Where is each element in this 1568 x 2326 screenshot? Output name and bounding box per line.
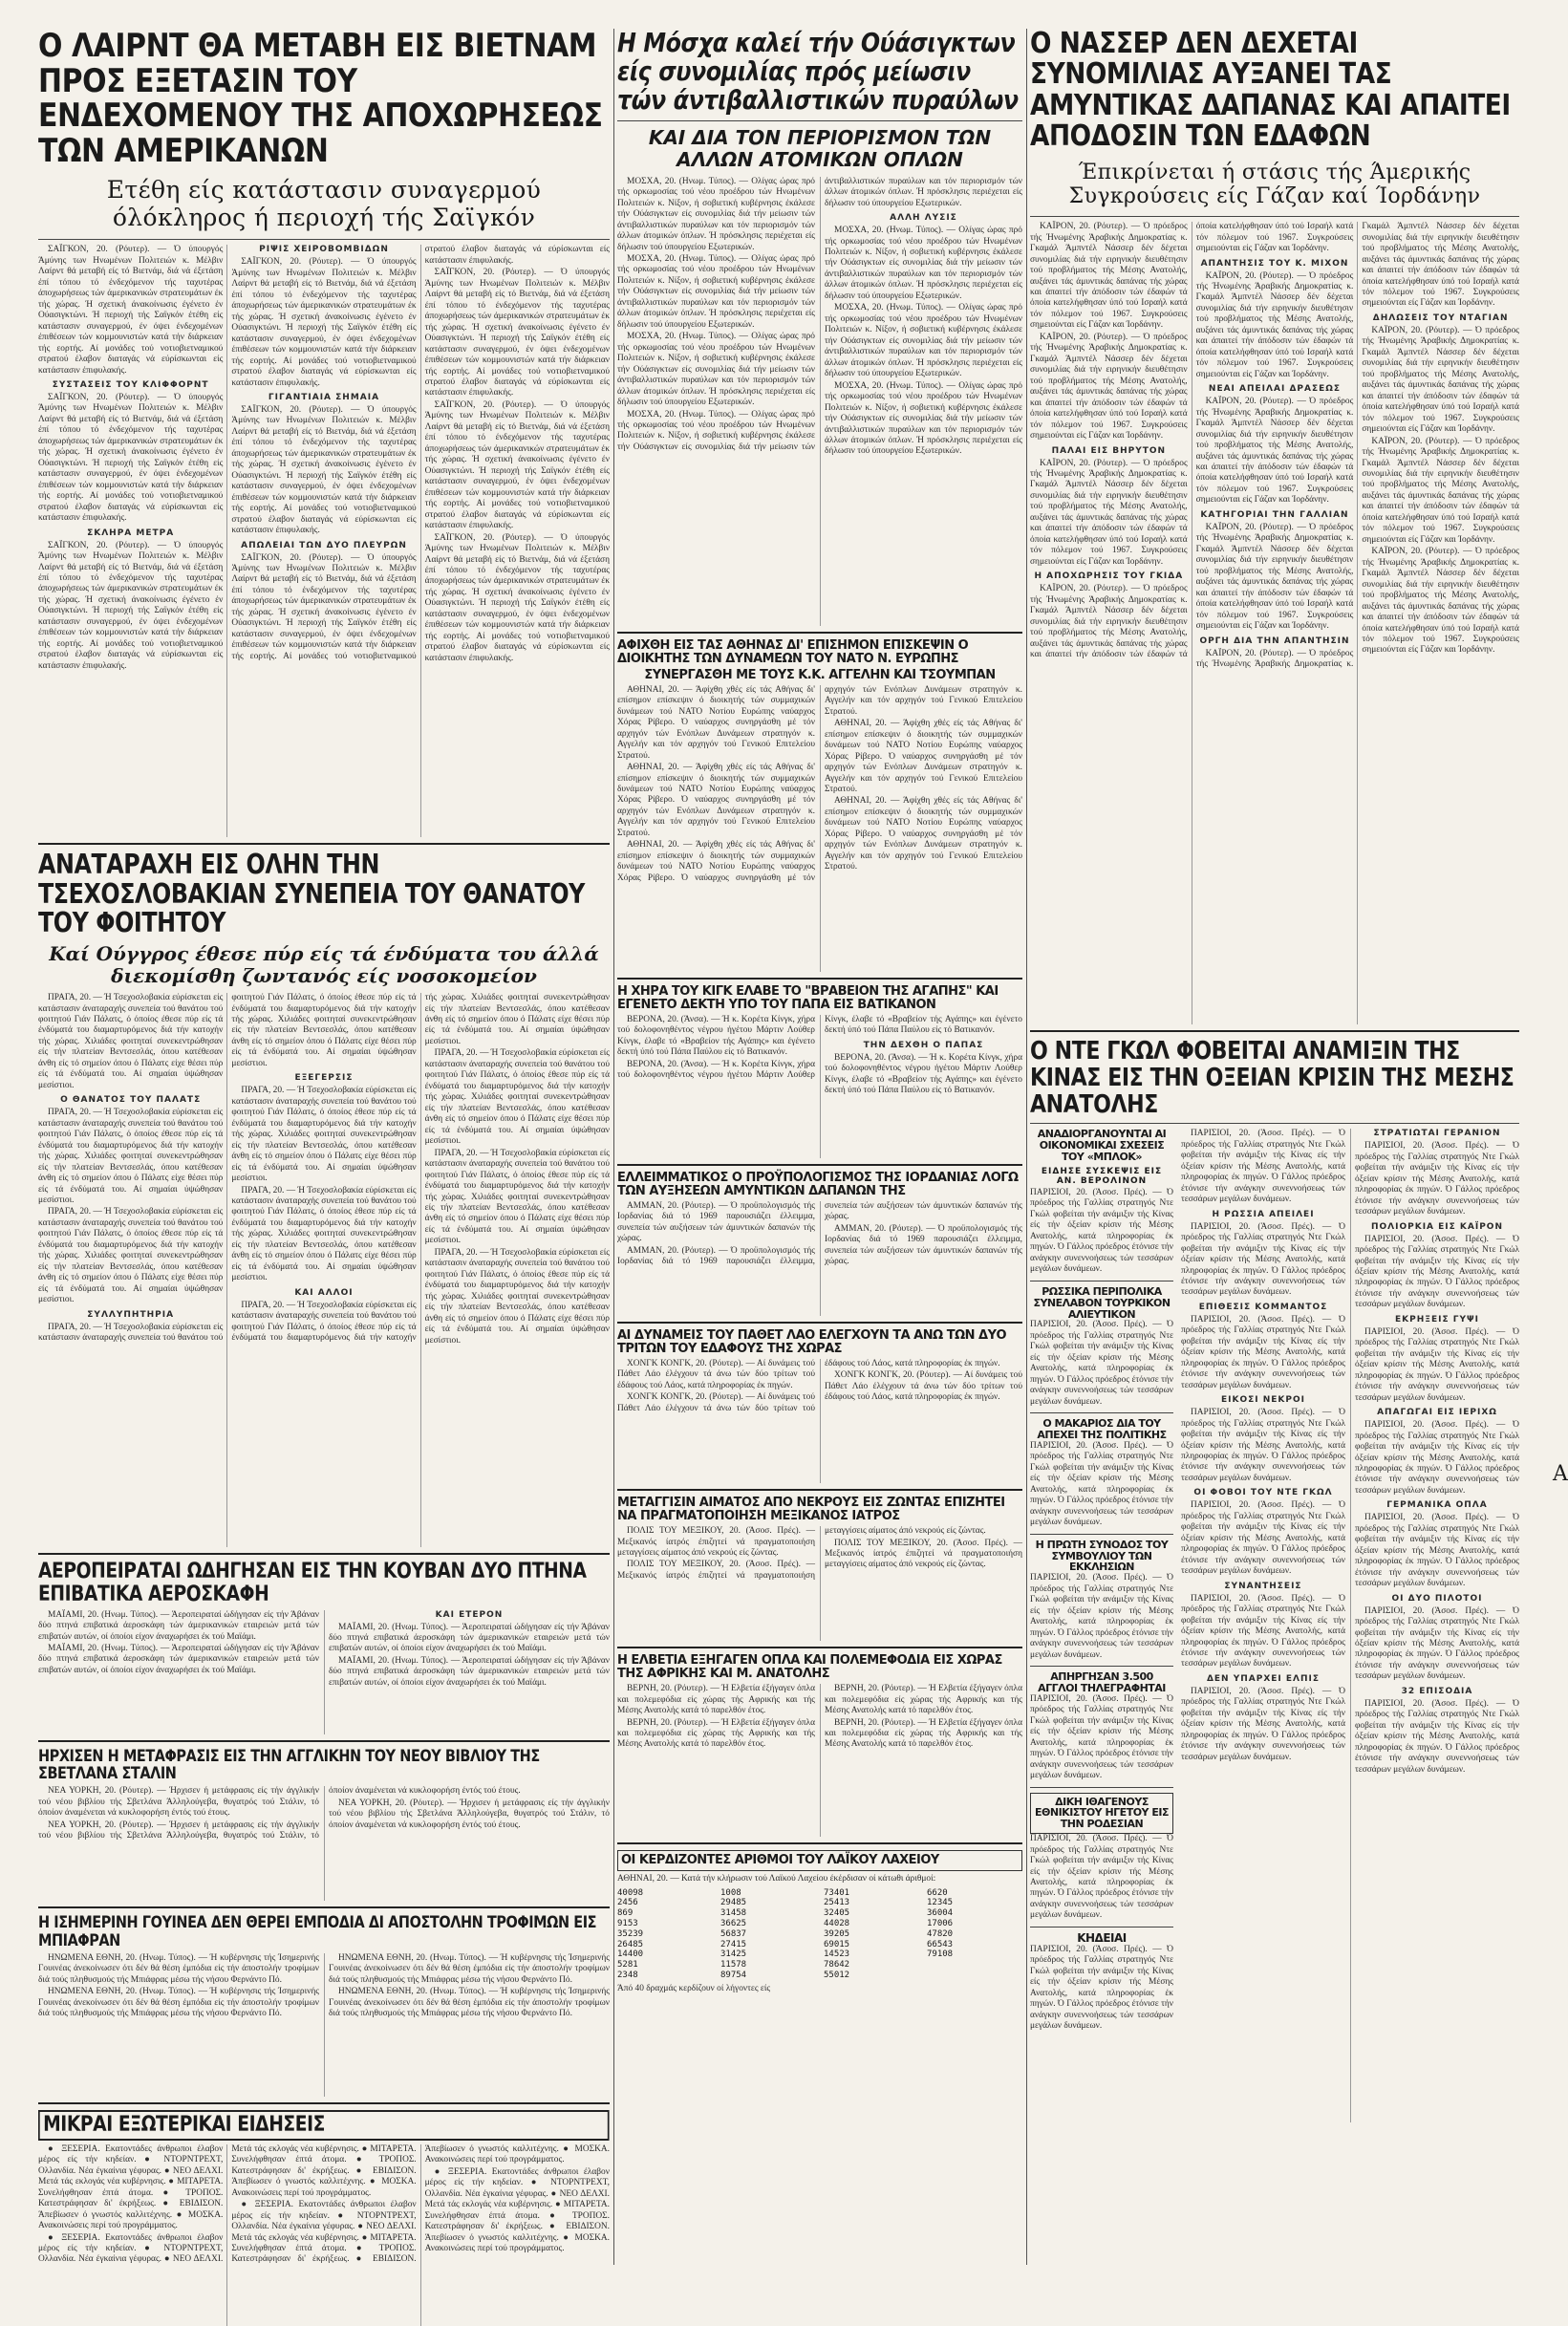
article-paragraph: ● ΞΕΣΕΡΙΑ. Εκατοντάδες άνθρωποι έλαβον μέρος είς τήν κηδείαν. ● ΝΤΟΡΝΤΡΕΧΤ, Ολλανδία. Νέα έγκαίνια γέφυρας. ● ΝΕΟ ΔΕΛΧΙ. Μετά τάς εκλογάς νέα κυβέρνησις. ● ΜΙΤΑΡΕΤΑ. Συνελήφθησαν έπτά άτομα. ● ΤΡΟΠΟΣ. Κατεστράφησαν δι' έκρήξεως. ● ΕΒΙΔΙΣΟΝ. Άπεβίωσεν ό γνωστός καλλιτέχνης. ● ΜΟΣΚΑ. Ανακοινώσεις περί τού προγράμματος. xyxy=(231,2143,610,2265)
article-paragraph: ΚΑΪΡΟΝ, 20. (Ρόυτερ). — Ό πρόεδρος τής Ήνωμένης Άραβικής Δημοκρατίας κ. Γκαμάλ Άμπντέλ Νάσσερ δέν δέχεται συνομιλίας διά τήν ειρηνικήν διευθέτησιν τού προβλήματος τής Μέσης Ανατολής, αυξάνει τάς άμυντικάς δαπάνας τής χώρας και άπαιτεί τήν άπόδοσιν τών έδαφών τά όποία κατελήφθησαν ύπό τού Ισραήλ κατά τόν πόλεμον τού 1967. Συγκρούσεις σημειούνται είς Γάζαν και Ίορδάνην. xyxy=(1030,458,1188,567)
article-paragraph: ΧΟΝΓΚ ΚΟΝΓΚ, 20. (Ρόυτερ). — Αί δυνάμεις τού Πάθετ Λάο έλέγχουν τά άνω τών δύο τρίτων τού έδάφους τού Λάος, κατά πληροφορίας έκ πηγών. xyxy=(617,1358,1000,1413)
subheadline-saigon-alert: Ετέθη είς κατάστασιν συναγερμού όλόκληρος ή περιοχή τής Σαϊγκόν xyxy=(106,175,542,231)
headline-blood-transfusion: ΜΕΤΑΓΓΙΣΙΝ ΑΙΜΑΤΟΣ ΑΠΟ ΝΕΚΡΟΥΣ ΕΙΣ ΖΩΝΤΑΣ ΕΠΙΖΗΤΕΙ ΝΑ ΠΡΑΓΜΑΤΟΠΟΙΗΣΗ ΜΕΞΙΚΑΝΟΣ ΙΑΤΡΟΣ xyxy=(617,1495,1005,1524)
brief-headline: ΔΙΚΗ ΙΘΑΓΕΝΟΥΣ ΕΘΝΙΚΙΣΤΟΥ ΗΓΕΤΟΥ ΕΙΣ ΤΗΝ ΡΟΔΕΣΙΑΝ xyxy=(1030,1793,1173,1835)
divider xyxy=(617,1164,1022,1166)
divider xyxy=(1030,216,1519,217)
section-heading: ΓΕΡΜΑΝΙΚΑ ΟΠΛΑ xyxy=(1386,1500,1488,1511)
divider xyxy=(617,1322,1022,1324)
divider xyxy=(38,1906,610,1908)
headline-hijackers-cuba: ΑΕΡΟΠΕΙΡΑΤΑΙ ΩΔΗΓΗΣΑΝ ΕΙΣ ΤΗΝ ΚΟΥΒΑΝ ΔΥΟ ΠΤΗΝΑ ΕΠΙΒΑΤΙΚΑ ΑΕΡΟΣΚΑΦΗ xyxy=(38,1560,587,1606)
divider xyxy=(617,632,1022,634)
article-paragraph: ΠΑΡΙΣΙΟΙ, 20. (Άσοσ. Πρές). — Ό πρόεδρος τής Γαλλίας στρατηγός Ντε Γκώλ φοβείται τήν ανάμιξιν τής Κίνας είς τήν όξείαν κρίσιν τής Μέσης Ανατολής, κατά πληροφορίας έκ πηγών. Ό Γάλλος πρόεδρος έτόνισε τήν ανάγκην συνεννοήσεως τών τεσσάρων μεγάλων δυνάμεων. xyxy=(1355,1234,1519,1310)
section-heading: ΕΚΡΗΞΕΙΣ ΓΥΨΙ xyxy=(1395,1314,1479,1325)
lottery-number: 12345 xyxy=(927,1898,954,1908)
brief-paragraph: ΠΑΡΙΣΙΟΙ, 20. (Άσοσ. Πρές). — Ό πρόεδρος τής Γαλλίας στρατηγός Ντε Γκώλ φοβείται τήν ανάμιξιν τής Κίνας είς τήν όξείαν κρίσιν τής Μέσης Ανατολής, κατά πληροφορίας έκ πηγών. Ό Γάλλος πρόεδρος έτόνισε τήν ανάγκην συνεννοήσεως τών τεσσάρων μεγάλων δυνάμεων. xyxy=(1030,1188,1173,1275)
section-heading: ΣΤΡΑΤΙΩΤΑΙ ΓΕΡΑΝΙΟΝ xyxy=(1373,1129,1501,1139)
section-heading: ΟΙ ΔΥΟ ΠΙΛΟΤΟΙ xyxy=(1391,1593,1483,1604)
article-paragraph: ΠΑΡΙΣΙΟΙ, 20. (Άσοσ. Πρές). — Ό πρόεδρος τής Γαλλίας στρατηγός Ντε Γκώλ φοβείται τήν ανάμιξιν τής Κίνας είς τήν όξείαν κρίσιν τής Μέσης Ανατολής, κατά πληροφορίας έκ πηγών. Ό Γάλλος πρόεδρος έτόνισε τήν ανάγκην συνεννοήσεως τών τεσσάρων μεγάλων δυνάμεων. xyxy=(1181,1314,1345,1390)
section-heading: ΟΙ ΦΟΒΟΙ ΤΟΥ ΝΤΕ ΓΚΩΛ xyxy=(1193,1488,1333,1498)
lottery-number: 73401 xyxy=(824,1887,850,1898)
article-paragraph: ΒΕΡΟΝΑ, 20. (Άνσα). — Ή κ. Κορέτα Κίνγκ, χήρα τού δολοφονηθέντος νέγρου ήγέτου Μάρτιν Λούθερ Κίνγκ, έλαβε τό «Βραβείον τής Αγάπης» και έγένετο δεκτή ύπό τού Πάπα Παύλου είς τό Βατικανόν. xyxy=(617,1014,1022,1081)
brief-headline: ΚΗΔΕΙΑΙ xyxy=(1077,1930,1127,1945)
article-paragraph: ΚΑΪΡΟΝ, 20. (Ρόυτερ). — Ό πρόεδρος τής Ήνωμένης Άραβικής Δημοκρατίας κ. Γκαμάλ Άμπντέλ Νάσσερ δέν δέχεται συνομιλίας διά τήν ειρηνικήν διευθέτησιν τού προβλήματος τής Μέσης Ανατολής, αυξάνει τάς άμυντικάς δαπάνας τής χώρας και άπαιτεί τήν άπόδοσιν τών έδαφών τά όποία κατελήφθησαν ύπό τού Ισραήλ κατά τόν πόλεμον τού 1967. Συγκρούσεις σημειούνται είς Γάζαν και Ίορδάνην. xyxy=(1362,547,1519,656)
brief-paragraph: ΠΑΡΙΣΙΟΙ, 20. (Άσοσ. Πρές). — Ό πρόεδρος τής Γαλλίας στρατηγός Ντε Γκώλ φοβείται τήν ανάμιξιν τής Κίνας είς τήν όξείαν κρίσιν τής Μέσης Ανατολής, κατά πληροφορίας έκ πηγών. Ό Γάλλος πρόεδρος έτόνισε τήν ανάγκην συνεννοήσεως τών τεσσάρων μεγάλων δυνάμεων. xyxy=(1030,1440,1173,1528)
headline-moscow-talks: Η Μόσχα καλεί τήν Ούάσιγκτων είς συνομιλίας πρός μείωσιν τών άντιβαλλιστικών πυραύλων xyxy=(617,27,1019,117)
article-paragraph: ● ΞΕΣΕΡΙΑ. Εκατοντάδες άνθρωποι έλαβον μέρος είς τήν κηδείαν. ● ΝΤΟΡΝΤΡΕΧΤ, Ολλανδία. Νέα έγκαίνια γέφυρας. ● ΝΕΟ ΔΕΛΧΙ. Μετά τάς εκλογάς νέα κυβέρνησις. ● ΜΙΤΑΡΕΤΑ. Συνελήφθησαν έπτά άτομα. ● ΤΡΟΠΟΣ. Κατεστράφησαν δι' έκρήξεως. ● ΕΒΙΔΙΣΟΝ. Άπεβίωσεν ό γνωστός καλλιτέχνης. ● ΜΟΣΚΑ. Ανακοινώσεις περί τού προγράμματος. xyxy=(38,2143,417,2265)
article-paragraph: ΒΕΡΝΗ, 20. (Ρόυτερ). — Ή Ελβετία έξήγαγεν όπλα και πολεμεφόδια είς χώρας τής Αφρικής και τής Μέσης Ανατολής κατά τό παρελθόν έτος. xyxy=(825,1684,1022,1716)
divider xyxy=(617,978,1022,980)
brief-headline: ΡΩΣΣΙΚΑ ΠΕΡΙΠΟΛΙΚΑ ΣΥΝΕΛΑΒΟΝ ΤΟΥΡΚΙΚΟΝ ΑΛΙΕΥΤΙΚΟΝ xyxy=(1033,1284,1171,1321)
divider xyxy=(1030,1666,1173,1667)
lottery-number: 36625 xyxy=(720,1919,747,1928)
article-paragraph: ΠΑΡΙΣΙΟΙ, 20. (Άσοσ. Πρές). — Ό πρόεδρος τής Γαλλίας στρατηγός Ντε Γκώλ φοβείται τήν ανάμιξιν τής Κίνας είς τήν όξείαν κρίσιν τής Μέσης Ανατολής, κατά πληροφορίας έκ πηγών. Ό Γάλλος πρόεδρος έτόνισε τήν ανάγκην συνεννοήσεως τών τεσσάρων μεγάλων δυνάμεων. xyxy=(1355,1141,1519,1217)
headline-svetlana-book: ΗΡΧΙΣΕΝ Η ΜΕΤΑΦΡΑΣΙΣ ΕΙΣ ΤΗΝ ΑΓΓΛΙΚΗΝ ΤΟΥ ΝΕΟΥ ΒΙΒΛΙΟΥ ΤΗΣ ΣΒΕΤΛΑΝΑ ΣΤΑΛΙΝ xyxy=(38,1746,540,1783)
lottery-number: 56837 xyxy=(720,1928,747,1939)
article-paragraph: ΠΑΡΙΣΙΟΙ, 20. (Άσοσ. Πρές). — Ό πρόεδρος τής Γαλλίας στρατηγός Ντε Γκώλ φοβείται τήν ανάμιξιν τής Κίνας είς τήν όξείαν κρίσιν τής Μέσης Ανατολής, κατά πληροφορίας έκ πηγών. Ό Γάλλος πρόεδρος έτόνισε τήν ανάγκην συνεννοήσεως τών τεσσάρων μεγάλων δυνάμεων. xyxy=(1181,1129,1345,1205)
column-left xyxy=(38,29,610,2326)
edge-fragment-text: Α xyxy=(1553,1462,1568,1486)
lottery-number: 32405 xyxy=(824,1908,850,1919)
article-swiss-body xyxy=(617,1684,1022,1837)
brief-paragraph: ΠΑΡΙΣΙΟΙ, 20. (Άσοσ. Πρές). — Ό πρόεδρος τής Γαλλίας στρατηγός Ντε Γκώλ φοβείται τήν ανάμιξιν τής Κίνας είς τήν όξείαν κρίσιν τής Μέσης Ανατολής, κατά πληροφορίας έκ πηγών. Ό Γάλλος πρόεδρος έτόνισε τήν ανάγκην συνεννοήσεως τών τεσσάρων μεγάλων δυνάμεων. xyxy=(1030,1320,1173,1407)
article-paragraph: ΑΜΜΑΝ, 20. (Ρόυτερ). — Ό προϋπολογισμός τής Ιορδανίας διά τό 1969 παρουσιάζει έλλειμμα, συνεπεία τών αυξήσεων τών άμυντικών δαπανών τής χώρας. xyxy=(617,1200,815,1244)
article-nato-body xyxy=(617,685,1022,972)
article-hijack-body xyxy=(38,1610,610,1734)
article-paragraph: ΑΘΗΝΑΙ, 20. — Άφίχθη χθές είς τάς Αθήνας δι' επίσημον επίσκεψιν ό διοικητής τών συμμαχικών δυνάμεων τού ΝΑΤΟ Νοτίου Ευρώπης ναύαρχος Χόρας Ρίβερο. Ό ναύαρχος συνηργάσθη μέ τόν αρχηγόν τών Ενόπλων Δυνάμεων στρατηγόν κ. Αγγελήν και τόν αρχηγόν τού Γενικού Επιτελείου Στρατού. xyxy=(617,763,815,838)
article-paragraph: ΜΟΣΧΑ, 20. (Ηνωμ. Τύπος). — Ολίγας ώρας πρό τής ορκωμοσίας τού νέου προέδρου τών Ηνωμένων Πολιτειών κ. Νίξον, ή σοβιετική κυβέρνησις έκάλεσε τήν Ούάσιγκτων είς συνομιλίας διά τήν μείωσιν τών άντιβαλλιστικών πυραύλων και τόν περιορισμόν τών άλλων άτομικών όπλων. Ή πρόσκλησις περιέχεται είς δήλωσιν τού ύπουργείου Εξωτερικών. xyxy=(825,380,1022,457)
section-heading: ΕΞΕΓΕΡΣΙΣ xyxy=(294,1073,354,1084)
sidebar-briefs xyxy=(1030,1129,1173,2122)
section-heading: ΑΠΩΛΕΙΑΙ ΤΩΝ ΔΥΟ ΠΛΕΥΡΩΝ xyxy=(241,540,407,550)
divider xyxy=(1030,1030,1519,1032)
article-paragraph: ΚΑΪΡΟΝ, 20. (Ρόυτερ). — Ό πρόεδρος τής Ήνωμένης Άραβικής Δημοκρατίας κ. Γκαμάλ Άμπντέλ Νάσσερ δέν δέχεται συνομιλίας διά τήν ειρηνικήν διευθέτησιν τού προβλήματος τής Μέσης Ανατολής, αυξάνει τάς άμυντικάς δαπάνας τής χώρας και άπαιτεί τήν άπόδοσιν τών έδαφών τά όποία κατελήφθησαν ύπό τού Ισραήλ κατά τόν πόλεμον τού 1967. Συγκρούσεις σημειούνται είς Γάζαν και Ίορδάνην. xyxy=(1030,332,1188,442)
article-paragraph: ΠΡΑΓΑ, 20. — Ή Τσεχοσλοβακία εύρίσκεται είς κατάστασιν άναταραχής συνεπεία τού θανάτου τού φοιτητού Γιάν Πάλατς, ό όποίος έθεσε πύρ είς τά ένδύματά του διαμαρτυρόμενος διά τήν κατοχήν τής χώρας. Χιλιάδες φοιτηταί συνεκεντρώθησαν είς τήν πλατείαν Βεντσεσλάς, όπου κατέθεσαν άνθη είς τό σημείον όπου ό Πάλατς είχε θέσει πύρ είς τά ένδύματά του. Αί σημαίαι ύψώθησαν μεσίστιοι. xyxy=(231,1185,417,1283)
divider xyxy=(1030,1927,1173,1928)
section-heading: ΑΛΛΗ ΛΥΣΙΣ xyxy=(890,213,957,224)
brief-headline: ΑΝΑΔΙΟΡΓΑΝΟΥΝΤΑΙ ΑΙ ΟΙΚΟΝΟΜΙΚΑΙ ΣΧΕΣΕΙΣ ΤΟΥ «ΜΠΛΟΚ» xyxy=(1037,1128,1167,1164)
article-paragraph: ΣΑΪΓΚΟΝ, 20. (Ρόυτερ). — Ό ύπουργός Άμύνης των Ηνωμένων Πολιτειών κ. Μέλβιν Λαίρντ θά μεταβή είς τό Βιετνάμ, διά νά έξετάση έπί τόπου τό ένδεχόμενον τής ταχυτέρας άποχωρήσεως τών άμερικανικών στρατευμάτων έκ τής χώρας. Ή σχετική άνακοίνωσις έγένετο έν Ούασιγκτώνι. Ή περιοχή τής Σαϊγκόν έτέθη είς κατάστασιν συναγερμού, έν όψει ένδεχομένων έπιθέσεων τών κομμουνιστών κατά τήν διάρκειαν τής εορτής. Αί μονάδες τού νοτιοβιετναμικού στρατού έλαβον διαταγάς νά εύρίσκωνται είς κατάστασιν έπιφυλακής. xyxy=(231,404,417,536)
headline-nasser: Ο ΝΑΣΣΕΡ ΔΕΝ ΔΕΧΕΤΑΙ ΣΥΝΟΜΙΛΙΑΣ ΑΥΞΑΝΕΙ ΤΑΣ ΑΜΥΝΤΙΚΑΣ ΔΑΠΑΝΑΣ ΚΑΙ ΑΠΑΙΤΕΙ ΑΠΟΔΟΣΙΝ ΤΩΝ ΕΔΑΦΩΝ xyxy=(1030,27,1511,154)
column-right xyxy=(1030,29,1519,2122)
subheadline-america-criticized: Έπικρίνεται ή στάσις τής Άμερικής Συγκρούσεις είς Γάζαν καί Ίορδάνην xyxy=(1068,160,1481,208)
subheadline-atomic-weapons: ΚΑΙ ΔΙΑ ΤΟΝ ΠΕΡΙΟΡΙΣΜΟΝ ΤΩΝ ΑΛΛΩΝ ΑΤΟΜΙΚΩΝ ΟΠΛΩΝ xyxy=(648,125,992,171)
article-paragraph: ΠΑΡΙΣΙΟΙ, 20. (Άσοσ. Πρές). — Ό πρόεδρος τής Γαλλίας στρατηγός Ντε Γκώλ φοβείται τήν ανάμιξιν τής Κίνας είς τήν όξείαν κρίσιν τής Μέσης Ανατολής, κατά πληροφορίας έκ πηγών. Ό Γάλλος πρόεδρος έτόνισε τήν ανάγκην συνεννοήσεως τών τεσσάρων μεγάλων δυνάμεων. xyxy=(1181,1593,1345,1669)
section-heading: ΤΗΝ ΔΕΧΘΗ Ο ΠΑΠΑΣ xyxy=(863,1040,984,1050)
article-laird-body xyxy=(38,245,610,837)
article-blood-body xyxy=(617,1526,1022,1641)
headline-laird-vietnam: Ο ΛΑΙΡΝΤ ΘΑ ΜΕΤΑΒΗ ΕΙΣ ΒΙΕΤΝΑΜ ΠΡΟΣ ΕΞΕΤΑΣΙΝ ΤΟΥ ΕΝΔΕΧΟΜΕΝΟΥ ΤΗΣ ΑΠΟΧΩΡΗΣΕΩΣ ΤΩΝ ΑΜΕΡΙΚΑΝΩΝ xyxy=(38,27,603,171)
lottery-number: 11578 xyxy=(720,1960,747,1971)
section-heading: ΑΠΑΓΩΓΑΙ ΕΙΣ ΙΕΡΙΧΩ xyxy=(1377,1408,1497,1418)
article-short-news-body xyxy=(38,2144,610,2326)
article-paragraph: ΑΜΜΑΝ, 20. (Ρόυτερ). — Ό προϋπολογισμός τής Ιορδανίας διά τό 1969 παρουσιάζει έλλειμμα, συνεπεία τών αυξήσεων τών άμυντικών δαπανών τής χώρας. xyxy=(617,1200,1022,1267)
brief-paragraph: ΠΑΡΙΣΙΟΙ, 20. (Άσοσ. Πρές). — Ό πρόεδρος τής Γαλλίας στρατηγός Ντε Γκώλ φοβείται τήν ανάμιξιν τής Κίνας είς τήν όξείαν κρίσιν τής Μέσης Ανατολής, κατά πληροφορίας έκ πηγών. Ό Γάλλος πρόεδρος έτόνισε τήν ανάγκην συνεννοήσεως τών τεσσάρων μεγάλων δυνάμεων. xyxy=(1030,1693,1173,1781)
section-heading: ΣΥΝΑΝΤΗΣΕΙΣ xyxy=(1224,1581,1302,1591)
section-heading: ΔΕΝ ΥΠΑΡΧΕΙ ΕΛΠΙΣ xyxy=(1206,1673,1321,1684)
article-paragraph: ΠΑΡΙΣΙΟΙ, 20. (Άσοσ. Πρές). — Ό πρόεδρος τής Γαλλίας στρατηγός Ντε Γκώλ φοβείται τήν ανάμιξιν τής Κίνας είς τήν όξείαν κρίσιν τής Μέσης Ανατολής, κατά πληροφορίας έκ πηγών. Ό Γάλλος πρόεδρος έτόνισε τήν ανάγκην συνεννοήσεως τών τεσσάρων μεγάλων δυνάμεων. xyxy=(1355,1698,1519,1775)
section-heading: ΕΠΙΘΕΣΙΣ ΚΟΜΜΑΝΤΟΣ xyxy=(1198,1302,1328,1312)
article-paragraph: ΚΑΪΡΟΝ, 20. (Ρόυτερ). — Ό πρόεδρος τής Ήνωμένης Άραβικής Δημοκρατίας κ. Γκαμάλ Άμπντέλ Νάσσερ δέν δέχεται συνομιλίας διά τήν ειρηνικήν διευθέτησιν τού προβλήματος τής Μέσης Ανατολής, αυξάνει τάς άμυντικάς δαπάνας τής χώρας και άπαιτεί τήν άπόδοσιν τών έδαφών τά όποία κατελήφθησαν ύπό τού Ισραήλ κατά τόν πόλεμον τού 1967. Συγκρούσεις σημειούνται είς Γάζαν και Ίορδάνην. xyxy=(1195,522,1354,632)
section-heading: ΓΙΓΑΝΤΙΑΙΑ ΣΗΜΑΙΑ xyxy=(268,392,380,402)
section-heading: ΚΑΙ ΑΛΛΟΙ xyxy=(294,1287,354,1298)
lottery-number: 1008 xyxy=(720,1887,741,1898)
article-paragraph: ΣΑΪΓΚΟΝ, 20. (Ρόυτερ). — Ό ύπουργός Άμύνης των Ηνωμένων Πολιτειών κ. Μέλβιν Λαίρντ θά μεταβή είς τό Βιετνάμ, διά νά έξετάση έπί τόπου τό ένδεχόμενον τής ταχυτέρας άποχωρήσεως τών άμερικανικών στρατευμάτων έκ τής χώρας. Ή σχετική άνακοίνωσις έγένετο έν Ούασιγκτώνι. Ή περιοχή τής Σαϊγκόν έτέθη είς κατάστασιν συναγερμού, έν όψει ένδεχομένων έπιθέσεων τών κομμουνιστών κατά τήν διάρκειαν τής εορτής. Αί μονάδες τού νοτιοβιετναμικού στρατού έλαβον διαταγάς νά εύρίσκωνται είς κατάστασιν έπιφυλακής. xyxy=(38,245,224,376)
section-heading: ΚΑΤΗΓΟΡΙΑΙ ΤΗΝ ΓΑΛΛΙΑΝ xyxy=(1200,509,1349,520)
article-paragraph: ΠΑΡΙΣΙΟΙ, 20. (Άσοσ. Πρές). — Ό πρόεδρος τής Γαλλίας στρατηγός Ντε Γκώλ φοβείται τήν ανάμιξιν τής Κίνας είς τήν όξείαν κρίσιν τής Μέσης Ανατολής, κατά πληροφορίας έκ πηγών. Ό Γάλλος πρόεδρος έτόνισε τήν ανάγκην συνεννοήσεως τών τεσσάρων μεγάλων δυνάμεων. xyxy=(1355,1326,1519,1403)
article-de-gaulle-body xyxy=(1181,1129,1519,2122)
article-paragraph: ΚΑΪΡΟΝ, 20. (Ρόυτερ). — Ό πρόεδρος τής Ήνωμένης Άραβικής Δημοκρατίας κ. Γκαμάλ Άμπντέλ Νάσσερ δέν δέχεται συνομιλίας διά τήν ειρηνικήν διευθέτησιν τού προβλήματος τής Μέσης Ανατολής, αυξάνει τάς άμυντικάς δαπάνας τής χώρας και άπαιτεί τήν άπόδοσιν τών έδαφών τά όποία κατελήφθησαν ύπό τού Ισραήλ κατά τόν πόλεμον τού 1967. Συγκρούσεις σημειούνται είς Γάζαν και Ίορδάνην. xyxy=(1362,325,1519,435)
section-heading: ΕΙΚΟΣΙ ΝΕΚΡΟΙ xyxy=(1220,1395,1305,1406)
lottery-number: 47820 xyxy=(927,1928,954,1939)
lottery-number: 17006 xyxy=(927,1919,954,1928)
article-paragraph: ΠΡΑΓΑ, 20. — Ή Τσεχοσλοβακία εύρίσκεται είς κατάστασιν άναταραχής συνεπεία τού θανάτου τού φοιτητού Γιάν Πάλατς, ό όποίος έθεσε πύρ είς τά ένδύματά του διαμαρτυρόμενος διά τήν κατοχήν τής χώρας. Χιλιάδες φοιτηταί συνεκεντρώθησαν είς τήν πλατείαν Βεντσεσλάς, όπου κατέθεσαν άνθη είς τό σημείον όπου ό Πάλατς είχε θέσει πύρ είς τά ένδύματά του. Αί σημαίαι ύψώθησαν μεσίστιοι. xyxy=(38,993,224,1090)
article-paragraph: ΚΑΪΡΟΝ, 20. (Ρόυτερ). — Ό πρόεδρος τής Ήνωμένης Άραβικής Δημοκρατίας κ. Γκαμάλ Άμπντέλ Νάσσερ δέν δέχεται συνομιλίας διά τήν ειρηνικήν διευθέτησιν τού προβλήματος τής Μέσης Ανατολής, αυξάνει τάς άμυντικάς δαπάνας τής χώρας και άπαιτεί τήν άπόδοσιν τών έδαφών τά όποία κατελήφθησαν ύπό τού Ισραήλ κατά τόν πόλεμον τού 1967. Συγκρούσεις σημειούνται είς Γάζαν και Ίορδάνην. xyxy=(1195,222,1519,669)
article-paragraph: ΠΡΑΓΑ, 20. — Ή Τσεχοσλοβακία εύρίσκεται είς κατάστασιν άναταραχής συνεπεία τού θανάτου τού φοιτητού Γιάν Πάλατς, ό όποίος έθεσε πύρ είς τά ένδύματά του διαμαρτυρόμενος διά τήν κατοχήν τής χώρας. Χιλιάδες φοιτηταί συνεκεντρώθησαν είς τήν πλατείαν Βεντσεσλάς, όπου κατέθεσαν άνθη είς τό σημείον όπου ό Πάλατς είχε θέσει πύρ είς τά ένδύματά του. Αί σημαίαι ύψώθησαν μεσίστιοι. xyxy=(424,1148,610,1246)
lottery-intro: ΑΘΗΝΑΙ, 20. — Κατά τήν κλήρωσιν τού Λαϊκού Λαχείου έκέρδισαν οί κάτωθι άριθμοί: xyxy=(617,1874,936,1884)
article-paragraph: ΧΟΝΓΚ ΚΟΝΓΚ, 20. (Ρόυτερ). — Αί δυνάμεις τού Πάθετ Λάο έλέγχουν τά άνω τών δύο τρίτων τού έδάφους τού Λάος, κατά πληροφορίας έκ πηγών. xyxy=(825,1370,1022,1403)
section-heading: Η ΑΠΟΧΩΡΗΣΙΣ ΤΟΥ ΓΚΙΔΑ xyxy=(1034,571,1184,582)
article-paragraph: ΜΟΣΧΑ, 20. (Ηνωμ. Τύπος). — Ολίγας ώρας πρό τής ορκωμοσίας τού νέου προέδρου τών Ηνωμένων Πολιτειών κ. Νίξον, ή σοβιετική κυβέρνησις έκάλεσε τήν Ούάσιγκτων είς συνομιλίας διά τήν μείωσιν τών άντιβαλλιστικών πυραύλων και τόν περιορισμόν τών άλλων άτομικών όπλων. Ή πρόσκλησις περιέχεται είς δήλωσιν τού ύπουργείου Εξωτερικών. xyxy=(617,176,815,252)
article-paragraph: ΠΟΛΙΣ ΤΟΥ ΜΕΞΙΚΟΥ, 20. (Άσοσ. Πρές). — Μεξικανός ίατρός έπιζητεί νά πραγματοποιήση μεταγγίσεις αίματος άπό νεκρούς είς ζώντας. xyxy=(617,1526,815,1558)
divider xyxy=(617,120,1022,121)
article-paragraph: ΠΟΛΙΣ ΤΟΥ ΜΕΞΙΚΟΥ, 20. (Άσοσ. Πρές). — Μεξικανός ίατρός έπιζητεί νά πραγματοποιήση μεταγγίσεις αίματος άπό νεκρούς είς ζώντας. xyxy=(617,1526,986,1581)
article-paragraph: ΜΑΪΑΜΙ, 20. (Ηνωμ. Τύπος). — Άεροπειραταί ώδήγησαν είς τήν Άβάναν δύο πτηνά επιβατικά άεροσκάφη τών άμερικανικών εταιρειών μετά τών επιβατών αυτών, οί όποίοι είχον άναχωρήσει έκ τού Μαϊάμι. xyxy=(38,1643,319,1675)
section-heading: ΝΕΑΙ ΑΠΕΙΛΑΙ ΔΡΑΣΕΩΣ xyxy=(1208,384,1342,395)
section-heading: ΠΟΛΙΟΡΚΙΑ ΕΙΣ ΚΑΪΡΟΝ xyxy=(1370,1221,1503,1232)
article-paragraph: ΜΟΣΧΑ, 20. (Ηνωμ. Τύπος). — Ολίγας ώρας πρό τής ορκωμοσίας τού νέου προέδρου τών Ηνωμένων Πολιτειών κ. Νίξον, ή σοβιετική κυβέρνησις έκάλεσε τήν Ούάσιγκτων είς συνομιλίας διά τήν μείωσιν τών άντιβαλλιστικών πυραύλων και τόν περιορισμόν τών άλλων άτομικών όπλων. Ή πρόσκλησις περιέχεται είς δήλωσιν τού ύπουργείου Εξωτερικών. xyxy=(825,226,1022,301)
article-paragraph: ΜΟΣΧΑ, 20. (Ηνωμ. Τύπος). — Ολίγας ώρας πρό τής ορκωμοσίας τού νέου προέδρου τών Ηνωμένων Πολιτειών κ. Νίξον, ή σοβιετική κυβέρνησις έκάλεσε τήν Ούάσιγκτων είς συνομιλίας διά τήν μείωσιν τών άντιβαλλιστικών πυραύλων και τόν περιορισμόν τών άλλων άτομικών όπλων. Ή πρόσκλησις περιέχεται είς δήλωσιν τού ύπουργείου Εξωτερικών. xyxy=(825,303,1022,379)
subheadline-hungarian: Καί Ούγγρος έθεσε πύρ είς τά ένδύματα του άλλά διεκομίσθη ζωντανός είς νοσοκομείον xyxy=(49,942,599,988)
de-gaulle-section xyxy=(1030,1129,1519,2122)
brief-paragraph: ΠΑΡΙΣΙΟΙ, 20. (Άσοσ. Πρές). — Ό πρόεδρος τής Γαλλίας στρατηγός Ντε Γκώλ φοβείται τήν ανάμιξιν τής Κίνας είς τήν όξείαν κρίσιν τής Μέσης Ανατολής, κατά πληροφορίας έκ πηγών. Ό Γάλλος πρόεδρος έτόνισε τήν ανάγκην συνεννοήσεως τών τεσσάρων μεγάλων δυνάμεων. xyxy=(1030,1573,1173,1660)
column-middle xyxy=(617,29,1022,1994)
divider xyxy=(617,1647,1022,1648)
section-heading: ΚΑΙ ΕΤΕΡΟΝ xyxy=(435,1609,504,1620)
lottery-number: 39205 xyxy=(824,1928,850,1939)
article-paragraph: ΣΑΪΓΚΟΝ, 20. (Ρόυτερ). — Ό ύπουργός Άμύνης των Ηνωμένων Πολιτειών κ. Μέλβιν Λαίρντ θά μεταβή είς τό Βιετνάμ, διά νά έξετάση έπί τόπου τό ένδεχόμενον τής ταχυτέρας άποχωρήσεως τών άμερικανικών στρατευμάτων έκ τής χώρας. Ή σχετική άνακοίνωσις έγένετο έν Ούασιγκτώνι. Ή περιοχή τής Σαϊγκόν έτέθη είς κατάστασιν συναγερμού, έν όψει ένδεχομένων έπιθέσεων τών κομμουνιστών κατά τήν διάρκειαν τής εορτής. Αί μονάδες τού νοτιοβιετναμικού στρατού έλαβον διαταγάς νά εύρίσκωνται είς κατάστασιν έπιφυλακής. xyxy=(424,532,610,663)
section-heading: ΣΥΛΛΥΠΗΤΗΡΙΑ xyxy=(87,1309,175,1320)
article-paragraph: ΠΡΑΓΑ, 20. — Ή Τσεχοσλοβακία εύρίσκεται είς κατάστασιν άναταραχής συνεπεία τού θανάτου τού φοιτητού Γιάν Πάλατς, ό όποίος έθεσε πύρ είς τά ένδύματά του διαμαρτυρόμενος διά τήν κατοχήν τής χώρας. Χιλιάδες φοιτηταί συνεκεντρώθησαν είς τήν πλατείαν Βεντσεσλάς, όπου κατέθεσαν άνθη είς τό σημείον όπου ό Πάλατς είχε θέσει πύρ είς τά ένδύματά του. Αί σημαίαι ύψώθησαν μεσίστιοι. xyxy=(38,1108,224,1206)
headline-nato-commander: ΑΦΙΧΘΗ ΕΙΣ ΤΑΣ ΑΘΗΝΑΣ ΔΙ' ΕΠΙΣΗΜΟΝ ΕΠΙΣΚΕΨΙΝ Ο ΔΙΟΙΚΗΤΗΣ ΤΩΝ ΔΥΝΑΜΕΩΝ ΤΟΥ ΝΑΤΟ Ν. ΕΥΡΩΠΗΣ xyxy=(617,637,969,666)
article-jordan-body xyxy=(617,1201,1022,1316)
column-rule xyxy=(613,29,614,2265)
lottery-number: 2456 xyxy=(617,1898,638,1908)
headline-czechoslovakia-unrest: ΑΝΑΤΑΡΑΧΗ ΕΙΣ ΟΛΗΝ ΤΗΝ ΤΣΕΧΟΣΛΟΒΑΚΙΑΝ ΣΥΝΕΠΕΙΑ ΤΟΥ ΘΑΝΑΤΟΥ ΤΟΥ ΦΟΙΤΗΤΟΥ xyxy=(38,849,585,938)
divider xyxy=(1030,1534,1173,1535)
lottery-number: 6620 xyxy=(927,1887,948,1898)
article-paragraph: ΠΑΡΙΣΙΟΙ, 20. (Άσοσ. Πρές). — Ό πρόεδρος τής Γαλλίας στρατηγός Ντε Γκώλ φοβείται τήν ανάμιξιν τής Κίνας είς τήν όξείαν κρίσιν τής Μέσης Ανατολής, κατά πληροφορίας έκ πηγών. Ό Γάλλος πρόεδρος έτόνισε τήν ανάγκην συνεννοήσεως τών τεσσάρων μεγάλων δυνάμεων. xyxy=(1355,1420,1519,1496)
divider xyxy=(38,239,610,240)
article-paragraph: ΠΡΑΓΑ, 20. — Ή Τσεχοσλοβακία εύρίσκεται είς κατάστασιν άναταραχής συνεπεία τού θανάτου τού φοιτητού Γιάν Πάλατς, ό όποίος έθεσε πύρ είς τά ένδύματά του διαμαρτυρόμενος διά τήν κατοχήν τής χώρας. Χιλιάδες φοιτηταί συνεκεντρώθησαν είς τήν πλατείαν Βεντσεσλάς, όπου κατέθεσαν άνθη είς τό σημείον όπου ό Πάλατς είχε θέσει πύρ είς τά ένδύματά του. Αί σημαίαι ύψώθησαν μεσίστιοι. xyxy=(424,1247,610,1346)
article-paragraph: ΜΟΣΧΑ, 20. (Ηνωμ. Τύπος). — Ολίγας ώρας πρό τής ορκωμοσίας τού νέου προέδρου τών Ηνωμένων Πολιτειών κ. Νίξον, ή σοβιετική κυβέρνησις έκάλεσε τήν Ούάσιγκτων είς συνομιλίας διά τήν μείωσιν τών άντιβαλλιστικών πυραύλων και τόν περιορισμόν τών άλλων άτομικών όπλων. Ή πρόσκλησις περιέχεται είς δήλωσιν τού ύπουργείου Εξωτερικών. xyxy=(617,176,1022,452)
article-paragraph: ΠΡΑΓΑ, 20. — Ή Τσεχοσλοβακία εύρίσκεται είς κατάστασιν άναταραχής συνεπεία τού θανάτου τού φοιτητού Γιάν Πάλατς, ό όποίος έθεσε πύρ είς τά ένδύματά του διαμαρτυρόμενος διά τήν κατοχήν τής χώρας. Χιλιάδες φοιτηταί συνεκεντρώθησαν είς τήν πλατείαν Βεντσεσλάς, όπου κατέθεσαν άνθη είς τό σημείον όπου ό Πάλατς είχε θέσει πύρ είς τά ένδύματά του. Αί σημαίαι ύψώθησαν μεσίστιοι. xyxy=(231,993,610,1344)
divider xyxy=(38,843,610,845)
article-paragraph: ΗΝΩΜΕΝΑ ΕΘΝΗ, 20. (Ηνωμ. Τύπος). — Ή κυβέρνησις τής Ίσημερινής Γουινέας άνεκοίνωσεν ότι δέν θά θέση έμπόδια είς τήν άποστολήν τροφίμων διά τούς πληθυσμούς τής Μπιάφρας μέσω τής νήσου Φερνάντο Πό. xyxy=(329,1953,610,1985)
lottery-number: 36004 xyxy=(927,1908,954,1919)
headline-guinea-biafra: Η ΙΣΗΜΕΡΙΝΗ ΓΟΥΙΝΕΑ ΔΕΝ ΘΕΡΕΙ ΕΜΠΟΔΙΑ ΔΙ ΑΠΟΣΤΟΛΗΝ ΤΡΟΦΙΜΩΝ ΕΙΣ ΜΠΙΑΦΡΑΝ xyxy=(38,1913,597,1950)
article-paragraph: ΚΑΪΡΟΝ, 20. (Ρόυτερ). — Ό πρόεδρος τής Ήνωμένης Άραβικής Δημοκρατίας κ. Γκαμάλ Άμπντέλ Νάσσερ δέν δέχεται συνομιλίας διά τήν ειρηνικήν διευθέτησιν τού προβλήματος τής Μέσης Ανατολής, αυξάνει τάς άμυντικάς δαπάνας τής χώρας και άπαιτεί τήν άπόδοσιν τών έδαφών τά όποία κατελήφθησαν ύπό τού Ισραήλ κατά τόν πόλεμον τού 1967. Συγκρούσεις σημειούνται είς Γάζαν και Ίορδάνην. xyxy=(1195,270,1354,379)
lottery-number: 79108 xyxy=(927,1949,954,1960)
article-paragraph: ΜΑΪΑΜΙ, 20. (Ηνωμ. Τύπος). — Άεροπειραταί ώδήγησαν είς τήν Άβάναν δύο πτηνά επιβατικά άεροσκάφη τών άμερικανικών εταιρειών μετά τών επιβατών αυτών, οί όποίοι είχον άναχωρήσει έκ τού Μαϊάμι. xyxy=(329,1622,610,1654)
column-rule xyxy=(1026,29,1027,2265)
article-paragraph: ΑΘΗΝΑΙ, 20. — Άφίχθη χθές είς τάς Αθήνας δι' επίσημον επίσκεψιν ό διοικητής τών συμμαχικών δυνάμεων τού ΝΑΤΟ Νοτίου Ευρώπης ναύαρχος Χόρας Ρίβερο. Ό ναύαρχος συνηργάσθη μέ τόν αρχηγόν τών Ενόπλων Δυνάμεων στρατηγόν κ. Αγγελήν και τόν αρχηγόν τού Γενικού Επιτελείου Στρατού. xyxy=(825,796,1022,872)
article-paragraph: ΑΜΜΑΝ, 20. (Ρόυτερ). — Ό προϋπολογισμός τής Ιορδανίας διά τό 1969 παρουσιάζει έλλειμμα, συνεπεία τών αυξήσεων τών άμυντικών δαπανών τής χώρας. xyxy=(825,1223,1022,1267)
headline-lottery: ΟΙ ΚΕΡΔΙΖΟΝΤΕΣ ΑΡΙΘΜΟΙ ΤΟΥ ΛΑΪΚΟΥ ΛΑΧΕΙΟΥ xyxy=(617,1850,1022,1871)
article-paragraph: ΣΑΪΓΚΟΝ, 20. (Ρόυτερ). — Ό ύπουργός Άμύνης των Ηνωμένων Πολιτειών κ. Μέλβιν Λαίρντ θά μεταβή είς τό Βιετνάμ, διά νά έξετάση έπί τόπου τό ένδεχόμενον τής ταχυτέρας άποχωρήσεως τών άμερικανικών στρατευμάτων έκ τής χώρας. Ή σχετική άνακοίνωσις έγένετο έν Ούασιγκτώνι. Ή περιοχή τής Σαϊγκόν έτέθη είς κατάστασιν συναγερμού, έν όψει ένδεχομένων έπιθέσεων τών κομμουνιστών κατά τήν διάρκειαν τής εορτής. Αί μονάδες τού νοτιοβιετναμικού στρατού έλαβον διαταγάς νά εύρίσκωνται είς κατάστασιν έπιφυλακής. xyxy=(424,268,610,398)
article-paragraph: ΣΑΪΓΚΟΝ, 20. (Ρόυτερ). — Ό ύπουργός Άμύνης των Ηνωμένων Πολιτειών κ. Μέλβιν Λαίρντ θά μεταβή είς τό Βιετνάμ, διά νά έξετάση έπί τόπου τό ένδεχόμενον τής ταχυτέρας άποχωρήσεως τών άμερικανικών στρατευμάτων έκ τής χώρας. Ή σχετική άνακοίνωσις έγένετο έν Ούασιγκτώνι. Ή περιοχή τής Σαϊγκόν έτέθη είς κατάστασιν συναγερμού, έν όψει ένδεχομένων έπιθέσεων τών κομμουνιστών κατά τήν διάρκειαν τής εορτής. Αί μονάδες τού νοτιοβιετναμικού στρατού έλαβον διαταγάς νά εύρίσκωνται είς κατάστασιν έπιφυλακής. xyxy=(38,540,224,671)
lottery-number: 69015 xyxy=(824,1939,850,1949)
lottery-number: 44028 xyxy=(824,1919,850,1928)
article-paragraph: ΜΟΣΧΑ, 20. (Ηνωμ. Τύπος). — Ολίγας ώρας πρό τής ορκωμοσίας τού νέου προέδρου τών Ηνωμένων Πολιτειών κ. Νίξον, ή σοβιετική κυβέρνησις έκάλεσε τήν Ούάσιγκτων είς συνομιλίας διά τήν μείωσιν τών άντιβαλλιστικών πυραύλων και τόν περιορισμόν τών άλλων άτομικών όπλων. Ή πρόσκλησις περιέχεται είς δήλωσιν τού ύπουργείου Εξωτερικών. xyxy=(617,253,815,330)
lottery-number: 89754 xyxy=(720,1970,747,1980)
headline-jordan-budget: ΕΛΛΕΙΜΜΑΤΙΚΟΣ Ο ΠΡΟΫΠΟΛΟΓΙΣΜΟΣ ΤΗΣ ΙΟΡΔΑΝΙΑΣ ΛΟΓΩ ΤΩΝ ΑΥΞΗΣΕΩΝ ΑΜΥΝΤΙΚΩΝ ΔΑΠΑΝΩΝ ΤΗΣ xyxy=(617,1170,1019,1198)
brief-paragraph: ΠΑΡΙΣΙΟΙ, 20. (Άσοσ. Πρές). — Ό πρόεδρος τής Γαλλίας στρατηγός Ντε Γκώλ φοβείται τήν ανάμιξιν τής Κίνας είς τήν όξείαν κρίσιν τής Μέσης Ανατολής, κατά πληροφορίας έκ πηγών. Ό Γάλλος πρόεδρος έτόνισε τήν ανάγκην συνεννοήσεως τών τεσσάρων μεγάλων δυνάμεων. xyxy=(1030,1944,1173,2032)
section-heading: ΟΡΓΗ ΔΙΑ ΤΗΝ ΑΠΑΝΤΗΣΙΝ xyxy=(1199,635,1350,646)
lottery-number: 27415 xyxy=(720,1939,747,1949)
lottery-number: 5281 xyxy=(617,1960,638,1971)
article-paragraph: ΣΑΪΓΚΟΝ, 20. (Ρόυτερ). — Ό ύπουργός Άμύνης των Ηνωμένων Πολιτειών κ. Μέλβιν Λαίρντ θά μεταβή είς τό Βιετνάμ, διά νά έξετάση έπί τόπου τό ένδεχόμενον τής ταχυτέρας άποχωρήσεως τών άμερικανικών στρατευμάτων έκ τής χώρας. Ή σχετική άνακοίνωσις έγένετο έν Ούασιγκτώνι. Ή περιοχή τής Σαϊγκόν έτέθη είς κατάστασιν συναγερμού, έν όψει ένδεχομένων έπιθέσεων τών κομμουνιστών κατά τήν διάρκειαν τής εορτής. Αί μονάδες τού νοτιοβιετναμικού στρατού έλαβον διαταγάς νά εύρίσκωνται είς κατάστασιν έπιφυλακής. xyxy=(231,245,610,661)
section-heading: ΡΙΨΙΣ ΧΕΙΡΟΒΟΜΒΙΔΩΝ xyxy=(259,245,389,255)
article-czech-body xyxy=(38,993,610,1547)
article-paragraph: ΠΑΡΙΣΙΟΙ, 20. (Άσοσ. Πρές). — Ό πρόεδρος τής Γαλλίας στρατηγός Ντε Γκώλ φοβείται τήν ανάμιξιν τής Κίνας είς τήν όξείαν κρίσιν τής Μέσης Ανατολής, κατά πληροφορίας έκ πηγών. Ό Γάλλος πρόεδρος έτόνισε τήν ανάγκην συνεννοήσεως τών τεσσάρων μεγάλων δυνάμεων. xyxy=(1181,1221,1345,1298)
article-paragraph: ΒΕΡΟΝΑ, 20. (Άνσα). — Ή κ. Κορέτα Κίνγκ, χήρα τού δολοφονηθέντος νέγρου ήγέτου Μάρτιν Λούθερ Κίνγκ, έλαβε τό «Βραβείον τής Αγάπης» και έγένετο δεκτή ύπό τού Πάπα Παύλου είς τό Βατικανόν. xyxy=(825,1052,1022,1096)
brief-headline: ΑΠΗΡΓΗΣΑΝ 3.500 ΑΓΓΛΟΙ ΤΗΛΕΓΡΑΦΗΤΑΙ xyxy=(1038,1670,1166,1694)
brief-headline: Ο ΜΑΚΑΡΙΟΣ ΔΙΑ ΤΟΥ ΑΠΕΧΕΙ ΤΗΣ ΠΟΛΙΤΙΚΗΣ xyxy=(1037,1417,1167,1442)
lottery-number: 55012 xyxy=(824,1970,850,1980)
lottery-number: 78642 xyxy=(824,1960,850,1971)
article-paragraph: ΚΑΪΡΟΝ, 20. (Ρόυτερ). — Ό πρόεδρος τής Ήνωμένης Άραβικής Δημοκρατίας κ. Γκαμάλ Άμπντέλ Νάσσερ δέν δέχεται συνομιλίας διά τήν ειρηνικήν διευθέτησιν τού προβλήματος τής Μέσης Ανατολής, αυξάνει τάς άμυντικάς δαπάνας τής χώρας και άπαιτεί τήν άπόδοσιν τών έδαφών τά όποία κατελήφθησαν ύπό τού Ισραήλ κατά τόν πόλεμον τού 1967. Συγκρούσεις σημειούνται είς Γάζαν και Ίορδάνην. xyxy=(1030,222,1188,331)
article-paragraph: ΚΑΪΡΟΝ, 20. (Ρόυτερ). — Ό πρόεδρος τής Ήνωμένης Άραβικής Δημοκρατίας κ. Γκαμάλ Άμπντέλ Νάσσερ δέν δέχεται συνομιλίας διά τήν ειρηνικήν διευθέτησιν τού προβλήματος τής Μέσης Ανατολής, αυξάνει τάς άμυντικάς δαπάνας τής χώρας και άπαιτεί τήν άπόδοσιν τών έδαφών τά όποία κατελήφθησαν ύπό τού Ισραήλ κατά τόν πόλεμον τού 1967. Συγκρούσεις σημειούνται είς Γάζαν και Ίορδάνην. xyxy=(1195,397,1354,506)
section-heading: Η ΡΩΣΣΙΑ ΑΠΕΙΛΕΙ xyxy=(1212,1209,1315,1219)
lottery-footer: Άπό 40 δραχμάς κερδίζουν οί λήγοντες είς xyxy=(617,1983,771,1993)
lottery-number: 14523 xyxy=(824,1949,850,1960)
article-nasser-body xyxy=(1030,222,1519,1024)
article-paragraph: ΒΕΡΟΝΑ, 20. (Άνσα). — Ή κ. Κορέτα Κίνγκ, χήρα τού δολοφονηθέντος νέγρου ήγέτου Μάρτιν Λούθερ Κίνγκ, έλαβε τό «Βραβείον τής Αγάπης» και έγένετο δεκτή ύπό τού Πάπα Παύλου είς τό Βατικανόν. xyxy=(617,1014,815,1058)
headline-king-widow: Η ΧΗΡΑ ΤΟΥ ΚΙΓΚ ΕΛΑΒΕ ΤΟ "ΒΡΑΒΕΙΟΝ ΤΗΣ ΑΓΑΠΗΣ" ΚΑΙ ΕΓΕΝΕΤΟ ΔΕΚΤΗ ΥΠΟ ΤΟΥ ΠΑΠΑ ΕΙΣ ΒΑΤΙΚΑΝΟΝ xyxy=(617,983,999,1012)
article-pathet-body xyxy=(617,1359,1022,1483)
section-heading: 32 ΕΠΙΣΟΔΙΑ xyxy=(1401,1686,1473,1696)
divider xyxy=(1030,1787,1173,1788)
lottery-number: 66543 xyxy=(927,1939,954,1949)
lottery-number: 31458 xyxy=(720,1908,747,1919)
divider xyxy=(38,2102,610,2104)
article-paragraph: ΑΘΗΝΑΙ, 20. — Άφίχθη χθές είς τάς Αθήνας δι' επίσημον επίσκεψιν ό διοικητής τών συμμαχικών δυνάμεων τού ΝΑΤΟ Νοτίου Ευρώπης ναύαρχος Χόρας Ρίβερο. Ό ναύαρχος συνηργάσθη μέ τόν αρχηγόν τών Ενόπλων Δυνάμεων στρατηγόν κ. Αγγελήν και τόν αρχηγόν τού Γενικού Επιτελείου Στρατού. xyxy=(825,719,1022,795)
article-paragraph: ΚΑΪΡΟΝ, 20. (Ρόυτερ). — Ό πρόεδρος τής Ήνωμένης Άραβικής Δημοκρατίας κ. Γκαμάλ Άμπντέλ Νάσσερ δέν δέχεται συνομιλίας διά τήν ειρηνικήν διευθέτησιν τού προβλήματος τής Μέσης Ανατολής, αυξάνει τάς άμυντικάς δαπάνας τής χώρας και άπαιτεί τήν άπόδοσιν τών έδαφών τά όποία κατελήφθησαν ύπό τού Ισραήλ κατά τόν πόλεμον τού 1967. Συγκρούσεις σημειούνται είς Γάζαν και Ίορδάνην. xyxy=(1362,436,1519,545)
divider xyxy=(617,1842,1022,1844)
article-paragraph: ΠΑΡΙΣΙΟΙ, 20. (Άσοσ. Πρές). — Ό πρόεδρος τής Γαλλίας στρατηγός Ντε Γκώλ φοβείται τήν ανάμιξιν τής Κίνας είς τήν όξείαν κρίσιν τής Μέσης Ανατολής, κατά πληροφορίας έκ πηγών. Ό Γάλλος πρόεδρος έτόνισε τήν ανάγκην συνεννοήσεως τών τεσσάρων μεγάλων δυνάμεων. xyxy=(1181,1408,1345,1483)
brief-paragraph: ΠΑΡΙΣΙΟΙ, 20. (Άσοσ. Πρές). — Ό πρόεδρος τής Γαλλίας στρατηγός Ντε Γκώλ φοβείται τήν ανάμιξιν τής Κίνας είς τήν όξείαν κρίσιν τής Μέσης Ανατολής, κατά πληροφορίας έκ πηγών. Ό Γάλλος πρόεδρος έτόνισε τήν ανάγκην συνεννοήσεως τών τεσσάρων μεγάλων δυνάμεων. xyxy=(1030,1834,1173,1921)
lottery-number: 9153 xyxy=(617,1919,638,1928)
lottery-number: 31425 xyxy=(720,1949,747,1960)
article-paragraph: ΠΟΛΙΣ ΤΟΥ ΜΕΞΙΚΟΥ, 20. (Άσοσ. Πρές). — Μεξικανός ίατρός έπιζητεί νά πραγματοποιήση μεταγγίσεις αίματος άπό νεκρούς είς ζώντας. xyxy=(825,1538,1022,1570)
headline-short-foreign-news: ΜΙΚΡΑΙ ΕΞΩΤΕΡΙΚΑΙ ΕΙΔΗΣΕΙΣ xyxy=(38,2110,610,2141)
lottery-number: 14400 xyxy=(617,1949,644,1960)
brief-subheadline: ΕΙΔΗΣΕ ΣΥΣΚΕΨΙΣ ΕΙΣ ΑΝ. ΒΕΡΟΛΙΝΟΝ xyxy=(1041,1167,1163,1187)
article-moscow-body xyxy=(617,177,1022,626)
article-paragraph: ● ΞΕΣΕΡΙΑ. Εκατοντάδες άνθρωποι έλαβον μέρος είς τήν κηδείαν. ● ΝΤΟΡΝΤΡΕΧΤ, Ολλανδία. Νέα έγκαίνια γέφυρας. ● ΝΕΟ ΔΕΛΧΙ. Μετά τάς εκλογάς νέα κυβέρνησις. ● ΜΙΤΑΡΕΤΑ. Συνελήφθησαν έπτά άτομα. ● ΤΡΟΠΟΣ. Κατεστράφησαν δι' έκρήξεως. ● ΕΒΙΔΙΣΟΝ. Άπεβίωσεν ό γνωστός καλλιτέχνης. ● ΜΟΣΚΑ. Ανακοινώσεις περί τού προγράμματος. xyxy=(424,2166,610,2253)
article-paragraph: ΠΡΑΓΑ, 20. — Ή Τσεχοσλοβακία εύρίσκεται είς κατάστασιν άναταραχής συνεπεία τού θανάτου τού φοιτητού Γιάν Πάλατς, ό όποίος έθεσε πύρ είς τά ένδύματά του διαμαρτυρόμενος διά τήν κατοχήν τής χώρας. Χιλιάδες φοιτηταί συνεκεντρώθησαν είς τήν πλατείαν Βεντσεσλάς, όπου κατέθεσαν άνθη είς τό σημείον όπου ό Πάλατς είχε θέσει πύρ είς τά ένδύματά του. Αί σημαίαι ύψώθησαν μεσίστιοι. xyxy=(38,1207,224,1305)
subheadline-angelis: ΣΥΝΕΡΓΑΣΘΗ ΜΕ ΤΟΥΣ Κ.Κ. ΑΓΓΕΛΗΝ ΚΑΙ ΤΣΟΥΜΠΑΝ xyxy=(644,667,996,682)
lottery-number: 869 xyxy=(617,1908,634,1919)
article-paragraph: ΗΝΩΜΕΝΑ ΕΘΝΗ, 20. (Ηνωμ. Τύπος). — Ή κυβέρνησις τής Ίσημερινής Γουινέας άνεκοίνωσεν ότι δέν θά θέση έμπόδια είς τήν άποστολήν τροφίμων διά τούς πληθυσμούς τής Μπιάφρας μέσω τής νήσου Φερνάντο Πό. xyxy=(38,1987,319,2019)
article-svetlana-body xyxy=(38,1786,610,1901)
article-paragraph: ΒΕΡΝΗ, 20. (Ρόυτερ). — Ή Ελβετία έξήγαγεν όπλα και πολεμεφόδια είς χώρας τής Αφρικής και τής Μέσης Ανατολής κατά τό παρελθόν έτος. xyxy=(617,1684,815,1716)
article-paragraph: ΝΕΑ ΥΟΡΚΗ, 20. (Ρόυτερ). — Ήρχισεν ή μετάφρασις είς τήν άγγλικήν τού νέου βιβλίου τής Σβετλάνα Άλληλούγεβα, θυγατρός τού Στάλιν, τό όποίον άναμένεται νά κυκλοφορήση έντός τού έτους. xyxy=(38,1786,319,1819)
article-paragraph: ΒΕΡΝΗ, 20. (Ρόυτερ). — Ή Ελβετία έξήγαγεν όπλα και πολεμεφόδια είς χώρας τής Αφρικής και τής Μέσης Ανατολής κατά τό παρελθόν έτος. xyxy=(617,1717,815,1750)
article-paragraph: ΠΡΑΓΑ, 20. — Ή Τσεχοσλοβακία εύρίσκεται είς κατάστασιν άναταραχής συνεπεία τού θανάτου τού φοιτητού Γιάν Πάλατς, ό όποίος έθεσε πύρ είς τά ένδύματά του διαμαρτυρόμενος διά τήν κατοχήν τής χώρας. Χιλιάδες φοιτηταί συνεκεντρώθησαν είς τήν πλατείαν Βεντσεσλάς, όπου κατέθεσαν άνθη είς τό σημείον όπου ό Πάλατς είχε θέσει πύρ είς τά ένδύματά του. Αί σημαίαι ύψώθησαν μεσίστιοι. xyxy=(424,1048,610,1147)
article-paragraph: ΠΡΑΓΑ, 20. — Ή Τσεχοσλοβακία εύρίσκεται είς κατάστασιν άναταραχής συνεπεία τού θανάτου τού φοιτητού Γιάν Πάλατς, ό όποίος έθεσε πύρ είς τά ένδύματά του διαμαρτυρόμενος διά τήν κατοχήν τής χώρας. Χιλιάδες φοιτηταί συνεκεντρώθησαν είς τήν πλατείαν Βεντσεσλάς, όπου κατέθεσαν άνθη είς τό σημείον όπου ό Πάλατς είχε θέσει πύρ είς τά ένδύματά του. Αί σημαίαι ύψώθησαν μεσίστιοι. xyxy=(231,1086,417,1184)
article-paragraph: ΠΡΑΓΑ, 20. — Ή Τσεχοσλοβακία εύρίσκεται είς κατάστασιν άναταραχής συνεπεία τού θανάτου τού φοιτητού Γιάν Πάλατς, ό όποίος έθεσε πύρ είς τά ένδύματά του διαμαρτυρόμενος διά τήν κατοχήν τής χώρας. Χιλιάδες φοιτηταί συνεκεντρώθησαν είς τήν πλατείαν Βεντσεσλάς, όπου κατέθεσαν άνθη είς τό σημείον όπου ό Πάλατς είχε θέσει πύρ είς τά ένδύματά του. Αί σημαίαι ύψώθησαν μεσίστιοι. xyxy=(38,993,417,1344)
article-paragraph: ΜΑΪΑΜΙ, 20. (Ηνωμ. Τύπος). — Άεροπειραταί ώδήγησαν είς τήν Άβάναν δύο πτηνά επιβατικά άεροσκάφη τών άμερικανικών εταιρειών μετά τών επιβατών αυτών, οί όποίοι είχον άναχωρήσει έκ τού Μαϊάμι. xyxy=(329,1655,610,1688)
section-heading: ΣΥΣΤΑΣΕΙΣ ΤΟΥ ΚΛΙΦΦΟΡΝΤ xyxy=(52,380,209,390)
article-paragraph: ΝΕΑ ΥΟΡΚΗ, 20. (Ρόυτερ). — Ήρχισεν ή μετάφρασις είς τήν άγγλικήν τού νέου βιβλίου τής Σβετλάνα Άλληλούγεβα, θυγατρός τού Στάλιν, τό όποίον άναμένεται νά κυκλοφορήση έντός τού έτους. xyxy=(38,1786,521,1841)
article-paragraph: ΣΑΪΓΚΟΝ, 20. (Ρόυτερ). — Ό ύπουργός Άμύνης των Ηνωμένων Πολιτειών κ. Μέλβιν Λαίρντ θά μεταβή είς τό Βιετνάμ, διά νά έξετάση έπί τόπου τό ένδεχόμενον τής ταχυτέρας άποχωρήσεως τών άμερικανικών στρατευμάτων έκ τής χώρας. Ή σχετική άνακοίνωσις έγένετο έν Ούασιγκτώνι. Ή περιοχή τής Σαϊγκόν έτέθη είς κατάστασιν συναγερμού, έν όψει ένδεχομένων έπιθέσεων τών κομμουνιστών κατά τήν διάρκειαν τής εορτής. Αί μονάδες τού νοτιοβιετναμικού στρατού έλαβον διαταγάς νά εύρίσκωνται είς κατάστασιν έπιφυλακής. xyxy=(231,257,417,388)
lottery-number: 35239 xyxy=(617,1928,644,1939)
section-heading: ΔΗΛΩΣΕΙΣ ΤΟΥ ΝΤΑΓΙΑΝ xyxy=(1372,312,1509,323)
article-paragraph: ΒΕΡΝΗ, 20. (Ρόυτερ). — Ή Ελβετία έξήγαγεν όπλα και πολεμεφόδια είς χώρας τής Αφρικής και τής Μέσης Ανατολής κατά τό παρελθόν έτος. xyxy=(825,1717,1022,1750)
article-paragraph: ΣΑΪΓΚΟΝ, 20. (Ρόυτερ). — Ό ύπουργός Άμύνης των Ηνωμένων Πολιτειών κ. Μέλβιν Λαίρντ θά μεταβή είς τό Βιετνάμ, διά νά έξετάση έπί τόπου τό ένδεχόμενον τής ταχυτέρας άποχωρήσεως τών άμερικανικών στρατευμάτων έκ τής χώρας. Ή σχετική άνακοίνωσις έγένετο έν Ούασιγκτώνι. Ή περιοχή τής Σαϊγκόν έτέθη είς κατάστασιν συναγερμού, έν όψει ένδεχομένων έπιθέσεων τών κομμουνιστών κατά τήν διάρκειαν τής εορτής. Αί μονάδες τού νοτιοβιετναμικού στρατού έλαβον διαταγάς νά εύρίσκωνται είς κατάστασιν έπιφυλακής. xyxy=(424,399,610,531)
lottery-number: 29485 xyxy=(720,1898,747,1908)
article-paragraph: ΜΟΣΧΑ, 20. (Ηνωμ. Τύπος). — Ολίγας ώρας πρό τής ορκωμοσίας τού νέου προέδρου τών Ηνωμένων Πολιτειών κ. Νίξον, ή σοβιετική κυβέρνησις έκάλεσε τήν Ούάσιγκτων είς συνομιλίας διά τήν μείωσιν τών άντιβαλλιστικών πυραύλων και τόν περιορισμόν τών άλλων άτομικών όπλων. Ή πρόσκλησις περιέχεται είς δήλωσιν τού ύπουργείου Εξωτερικών. xyxy=(617,332,815,408)
divider xyxy=(38,1553,610,1555)
article-paragraph: ΚΑΪΡΟΝ, 20. (Ρόυτερ). — Ό πρόεδρος τής Ήνωμένης Άραβικής Δημοκρατίας κ. Γκαμάλ Άμπντέλ Νάσσερ δέν δέχεται συνομιλίας διά τήν ειρηνικήν διευθέτησιν τού προβλήματος τής Μέσης Ανατολής, αυξάνει τάς άμυντικάς δαπάνας τής χώρας και άπαιτεί τήν άπόδοσιν τών έδαφών τά όποία κατελήφθησαν ύπό τού Ισραήλ κατά τόν πόλεμον τού 1967. Συγκρούσεις σημειούνται είς Γάζαν και Ίορδάνην. xyxy=(1030,222,1354,659)
lottery-numbers xyxy=(617,1888,1022,1981)
article-paragraph: ΠΑΡΙΣΙΟΙ, 20. (Άσοσ. Πρές). — Ό πρόεδρος τής Γαλλίας στρατηγός Ντε Γκώλ φοβείται τήν ανάμιξιν τής Κίνας είς τήν όξείαν κρίσιν τής Μέσης Ανατολής, κατά πληροφορίας έκ πηγών. Ό Γάλλος πρόεδρος έτόνισε τήν ανάγκην συνεννοήσεως τών τεσσάρων μεγάλων δυνάμεων. xyxy=(1181,1686,1345,1762)
divider xyxy=(1030,1412,1173,1413)
newspaper-page xyxy=(38,27,1568,2265)
lottery-number: 2348 xyxy=(617,1970,638,1980)
brief-headline: Η ΠΡΩΤΗ ΣΥΝΟΔΟΣ ΤΟΥ ΣΥΜΒΟΥΛΙΟΥ ΤΩΝ ΕΚΚΛΗΣΙΩΝ xyxy=(1035,1538,1169,1574)
article-guinea-body xyxy=(38,1953,610,2097)
article-paragraph: ΠΑΡΙΣΙΟΙ, 20. (Άσοσ. Πρές). — Ό πρόεδρος τής Γαλλίας στρατηγός Ντε Γκώλ φοβείται τήν ανάμιξιν τής Κίνας είς τήν όξείαν κρίσιν τής Μέσης Ανατολής, κατά πληροφορίας έκ πηγών. Ό Γάλλος πρόεδρος έτόνισε τήν ανάγκην συνεννοήσεως τών τεσσάρων μεγάλων δυνάμεων. xyxy=(1355,1605,1519,1682)
divider xyxy=(617,1489,1022,1491)
lottery-number: 25413 xyxy=(824,1898,850,1908)
article-paragraph: ΗΝΩΜΕΝΑ ΕΘΝΗ, 20. (Ηνωμ. Τύπος). — Ή κυβέρνησις τής Ίσημερινής Γουινέας άνεκοίνωσεν ότι δέν θά θέση έμπόδια είς τήν άποστολήν τροφίμων διά τούς πληθυσμούς τής Μπιάφρας μέσω τής νήσου Φερνάντο Πό. xyxy=(329,1987,610,2019)
lottery-number: 40098 xyxy=(617,1887,644,1898)
section-heading: Ο ΘΑΝΑΤΟΣ ΤΟΥ ΠΑΛΑΤΣ xyxy=(60,1095,202,1106)
divider xyxy=(38,1740,610,1742)
section-heading: ΠΑΛΑΙ ΕΙΣ ΒΗΡΥΤΟΝ xyxy=(1051,445,1167,456)
section-heading: ΑΠΑΝΤΗΣΙΣ ΤΟΥ Κ. ΜΙΧΟΝ xyxy=(1200,258,1349,269)
article-paragraph: ΠΑΡΙΣΙΟΙ, 20. (Άσοσ. Πρές). — Ό πρόεδρος τής Γαλλίας στρατηγός Ντε Γκώλ φοβείται τήν ανάμιξιν τής Κίνας είς τήν όξείαν κρίσιν τής Μέσης Ανατολής, κατά πληροφορίας έκ πηγών. Ό Γάλλος πρόεδρος έτόνισε τήν ανάγκην συνεννοήσεως τών τεσσάρων μεγάλων δυνάμεων. xyxy=(1181,1500,1345,1577)
headline-switzerland-arms: Η ΕΛΒΕΤΙΑ ΕΞΗΓΑΓΕΝ ΟΠΛΑ ΚΑΙ ΠΟΛΕΜΕΦΟΔΙΑ ΕΙΣ ΧΩΡΑΣ ΤΗΣ ΑΦΡΙΚΗΣ ΚΑΙ Μ. ΑΝΑΤΟΛΗΣ xyxy=(617,1653,1002,1682)
section-heading: ΣΚΛΗΡΑ ΜΕΤΡΑ xyxy=(87,528,175,538)
article-paragraph: ΑΘΗΝΑΙ, 20. — Άφίχθη χθές είς τάς Αθήνας δι' επίσημον επίσκεψιν ό διοικητής τών συμμαχικών δυνάμεων τού ΝΑΤΟ Νοτίου Ευρώπης ναύαρχος Χόρας Ρίβερο. Ό ναύαρχος συνηργάσθη μέ τόν αρχηγόν τών Ενόπλων Δυνάμεων στρατηγόν κ. Αγγελήν και τόν αρχηγόν τού Γενικού Επιτελείου Στρατού. xyxy=(617,684,815,761)
article-paragraph: ΝΕΑ ΥΟΡΚΗ, 20. (Ρόυτερ). — Ήρχισεν ή μετάφρασις είς τήν άγγλικήν τού νέου βιβλίου τής Σβετλάνα Άλληλούγεβα, θυγατρός τού Στάλιν, τό όποίον άναμένεται νά κυκλοφορήση έντός τού έτους. xyxy=(329,1798,610,1830)
article-paragraph: ΧΟΝΓΚ ΚΟΝΓΚ, 20. (Ρόυτερ). — Αί δυνάμεις τού Πάθετ Λάο έλέγχουν τά άνω τών δύο τρίτων τού έδάφους τού Λάος, κατά πληροφορίας έκ πηγών. xyxy=(617,1358,815,1390)
article-king-body xyxy=(617,1015,1022,1158)
divider xyxy=(1030,1123,1519,1124)
article-paragraph: ΠΑΡΙΣΙΟΙ, 20. (Άσοσ. Πρές). — Ό πρόεδρος τής Γαλλίας στρατηγός Ντε Γκώλ φοβείται τήν ανάμιξιν τής Κίνας είς τήν όξείαν κρίσιν τής Μέσης Ανατολής, κατά πληροφορίας έκ πηγών. Ό Γάλλος πρόεδρος έτόνισε τήν ανάγκην συνεννοήσεως τών τεσσάρων μεγάλων δυνάμεων. xyxy=(1355,1513,1519,1589)
headline-de-gaulle-china: Ο ΝΤΕ ΓΚΩΛ ΦΟΒΕΙΤΑΙ ΑΝΑΜΙΞΙΝ ΤΗΣ ΚΙΝΑΣ ΕΙΣ ΤΗΝ ΟΞΕΙΑΝ ΚΡΙΣΙΝ ΤΗΣ ΜΕΣΗΣ ΑΝΑΤΟΛΗΣ xyxy=(1030,1037,1514,1120)
article-paragraph: ΗΝΩΜΕΝΑ ΕΘΝΗ, 20. (Ηνωμ. Τύπος). — Ή κυβέρνησις τής Ίσημερινής Γουινέας άνεκοίνωσεν ότι δέν θά θέση έμπόδια είς τήν άποστολήν τροφίμων διά τούς πληθυσμούς τής Μπιάφρας μέσω τής νήσου Φερνάντο Πό. xyxy=(38,1953,319,1985)
article-paragraph: ΜΑΪΑΜΙ, 20. (Ηνωμ. Τύπος). — Άεροπειραταί ώδήγησαν είς τήν Άβάναν δύο πτηνά επιβατικά άεροσκάφη τών άμερικανικών εταιρειών μετά τών επιβατών αυτών, οί όποίοι είχον άναχωρήσει έκ τού Μαϊάμι. xyxy=(38,1609,319,1642)
article-paragraph: ΣΑΪΓΚΟΝ, 20. (Ρόυτερ). — Ό ύπουργός Άμύνης των Ηνωμένων Πολιτειών κ. Μέλβιν Λαίρντ θά μεταβή είς τό Βιετνάμ, διά νά έξετάση έπί τόπου τό ένδεχόμενον τής ταχυτέρας άποχωρήσεως τών άμερικανικών στρατευμάτων έκ τής χώρας. Ή σχετική άνακοίνωσις έγένετο έν Ούασιγκτώνι. Ή περιοχή τής Σαϊγκόν έτέθη είς κατάστασιν συναγερμού, έν όψει ένδεχομένων έπιθέσεων τών κομμουνιστών κατά τήν διάρκειαν τής εορτής. Αί μονάδες τού νοτιοβιετναμικού στρατού έλαβον διαταγάς νά εύρίσκωνται είς κατάστασιν έπιφυλακής. xyxy=(38,392,224,524)
article-paragraph: ΑΘΗΝΑΙ, 20. — Άφίχθη χθές είς τάς Αθήνας δι' επίσημον επίσκεψιν ό διοικητής τών συμμαχικών δυνάμεων τού ΝΑΤΟ Νοτίου Ευρώπης ναύαρχος Χόρας Ρίβερο. Ό ναύαρχος συνηργάσθη μέ τόν αρχηγόν τών Ενόπλων Δυνάμεων στρατηγόν κ. Αγγελήν και τόν αρχηγόν τού Γενικού Επιτελείου Στρατού. xyxy=(617,684,1022,883)
lottery-number: 26485 xyxy=(617,1939,644,1949)
headline-pathet-lao: ΑΙ ΔΥΝΑΜΕΙΣ ΤΟΥ ΠΑΘΕΤ ΛΑΟ ΕΛΕΓΧΟΥΝ ΤΑ ΑΝΩ ΤΩΝ ΔΥΟ ΤΡΙΤΩΝ ΤΟΥ ΕΔΑΦΟΥΣ ΤΗΣ ΧΩΡΑΣ xyxy=(617,1327,1007,1356)
article-paragraph: ● ΞΕΣΕΡΙΑ. Εκατοντάδες άνθρωποι έλαβον μέρος είς τήν κηδείαν. ● ΝΤΟΡΝΤΡΕΧΤ, Ολλανδία. Νέα έγκαίνια γέφυρας. ● ΝΕΟ ΔΕΛΧΙ. Μετά τάς εκλογάς νέα κυβέρνησις. ● ΜΙΤΑΡΕΤΑ. Συνελήφθησαν έπτά άτομα. ● ΤΡΟΠΟΣ. Κατεστράφησαν δι' έκρήξεως. ● ΕΒΙΔΙΣΟΝ. Άπεβίωσεν ό γνωστός καλλιτέχνης. ● ΜΟΣΚΑ. Ανακοινώσεις περί τού προγράμματος. xyxy=(38,2143,224,2231)
